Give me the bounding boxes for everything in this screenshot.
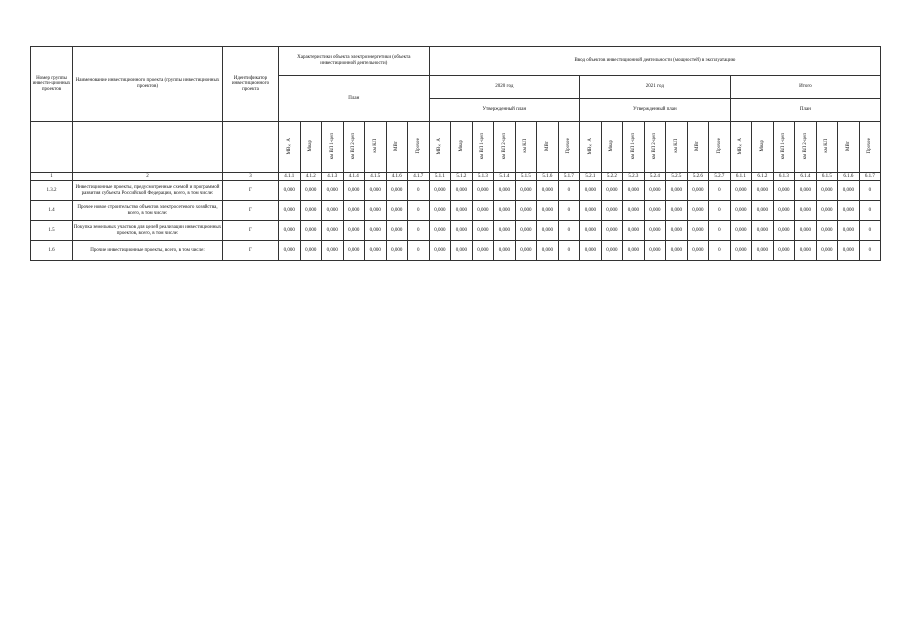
unit-label: МВт <box>544 140 550 151</box>
table-row <box>31 221 881 241</box>
value-cell: 0,000 <box>816 181 838 201</box>
column-number: 4.1.4 <box>343 173 365 181</box>
blank-cell <box>73 122 223 173</box>
unit-header <box>279 122 301 173</box>
unit-label: км КЛ <box>824 138 830 153</box>
column-number: 6.1.3 <box>773 173 795 181</box>
value-cell: 0,000 <box>666 201 688 221</box>
value-cell: 0,000 <box>752 221 774 241</box>
column-number: 6.1.1 <box>730 173 752 181</box>
unit-header <box>687 122 709 173</box>
value-cell: 0,000 <box>773 241 795 261</box>
value-cell: 0 <box>859 181 881 201</box>
column-number: 6.1.5 <box>816 173 838 181</box>
unit-label: км ВЛ 2-цеп <box>501 132 507 159</box>
column-number: 5.2.7 <box>709 173 731 181</box>
row-id: Г <box>223 201 279 221</box>
value-cell: 0,000 <box>300 221 322 241</box>
value-cell: 0 <box>859 241 881 261</box>
total-header: Итого <box>730 76 881 99</box>
unit-label: Прочее <box>867 137 873 154</box>
value-cell: 0 <box>709 181 731 201</box>
value-cell: 0,000 <box>795 241 817 261</box>
column-number: 5.2.2 <box>601 173 623 181</box>
value-cell: 0,000 <box>752 181 774 201</box>
unit-header <box>408 122 430 173</box>
unit-header <box>580 122 602 173</box>
value-cell: 0,000 <box>472 201 494 221</box>
unit-header <box>773 122 795 173</box>
row-id: Г <box>223 181 279 201</box>
value-cell: 0 <box>558 201 580 221</box>
unit-header <box>322 122 344 173</box>
column-number: 5.2.4 <box>644 173 666 181</box>
row-name: Покупка земельных участков для целей реализации инвестиционных проектов, всего, в том числе: <box>73 221 223 241</box>
value-cell: 0,000 <box>365 241 387 261</box>
unit-header <box>795 122 817 173</box>
value-cell: 0,000 <box>601 241 623 261</box>
value-cell: 0,000 <box>773 221 795 241</box>
unit-header <box>623 122 645 173</box>
column-number: 4.1.5 <box>365 173 387 181</box>
project-name-header: Наименование инвестиционного проекта (группы инвестиционных проектов) <box>73 47 223 122</box>
plan-total-header: План <box>730 99 881 122</box>
value-cell: 0 <box>558 241 580 261</box>
value-cell: 0,000 <box>773 201 795 221</box>
column-number: 4.1.1 <box>279 173 301 181</box>
value-cell: 0,000 <box>279 241 301 261</box>
value-cell: 0,000 <box>300 201 322 221</box>
value-cell: 0 <box>558 221 580 241</box>
unit-label: км ВЛ 1-цеп <box>630 132 636 159</box>
unit-header <box>472 122 494 173</box>
value-cell: 0,000 <box>601 181 623 201</box>
column-number: 5.1.3 <box>472 173 494 181</box>
unit-label: км ВЛ 1-цеп <box>480 132 486 159</box>
unit-header <box>601 122 623 173</box>
column-number: 5.1.2 <box>451 173 473 181</box>
unit-label: км КЛ <box>523 138 529 153</box>
value-cell: 0,000 <box>322 181 344 201</box>
project-id-header: Идентификатор инвестиционного проекта <box>223 47 279 122</box>
value-cell: 0,000 <box>386 201 408 221</box>
unit-label: МВт <box>394 140 400 151</box>
column-number: 5.1.7 <box>558 173 580 181</box>
unit-header <box>429 122 451 173</box>
value-cell: 0,000 <box>795 181 817 201</box>
unit-header <box>838 122 860 173</box>
value-cell: 0,000 <box>730 201 752 221</box>
row-name: Прочие инвестиционные проекты, всего, в том числе: <box>73 241 223 261</box>
value-cell: 0,000 <box>644 241 666 261</box>
value-cell: 0,000 <box>300 181 322 201</box>
unit-label: км КЛ <box>673 138 679 153</box>
value-cell: 0 <box>408 221 430 241</box>
row-name: Прочее новое строительство объектов электросетевого хозяйства, всего, в том числе: <box>73 201 223 221</box>
value-cell: 0,000 <box>666 241 688 261</box>
value-cell: 0,000 <box>838 221 860 241</box>
value-cell: 0,000 <box>752 201 774 221</box>
value-cell: 0,000 <box>515 201 537 221</box>
column-number: 2 <box>73 173 223 181</box>
unit-label: км КЛ <box>372 138 378 153</box>
value-cell: 0,000 <box>580 201 602 221</box>
value-cell: 0 <box>408 201 430 221</box>
value-cell: 0 <box>408 181 430 201</box>
approved-plan-2020-header: Утвержденный план <box>429 99 580 122</box>
value-cell: 0 <box>709 201 731 221</box>
unit-header <box>300 122 322 173</box>
unit-header <box>709 122 731 173</box>
column-number: 6.1.7 <box>859 173 881 181</box>
row-id: Г <box>223 221 279 241</box>
table-row <box>31 241 881 261</box>
value-cell: 0,000 <box>601 221 623 241</box>
value-cell: 0,000 <box>537 221 559 241</box>
value-cell: 0,000 <box>773 181 795 201</box>
row-number: 1.4 <box>31 201 73 221</box>
value-cell: 0,000 <box>472 181 494 201</box>
value-cell: 0,000 <box>515 181 537 201</box>
unit-label: Прочее <box>566 137 572 154</box>
column-number: 5.1.6 <box>537 173 559 181</box>
value-cell: 0,000 <box>623 181 645 201</box>
unit-label: МВ×А <box>286 137 292 154</box>
value-cell: 0,000 <box>623 241 645 261</box>
unit-header <box>558 122 580 173</box>
table-row <box>31 201 881 221</box>
plan-header: План <box>279 76 430 122</box>
unit-header <box>730 122 752 173</box>
row-id: Г <box>223 241 279 261</box>
value-cell: 0,000 <box>494 241 516 261</box>
group-number-header: Номер группы инвести-ционных проектов <box>31 47 73 122</box>
unit-header <box>859 122 881 173</box>
year-2020-header: 2020 год <box>429 76 580 99</box>
value-cell: 0,000 <box>322 221 344 241</box>
value-cell: 0,000 <box>494 221 516 241</box>
column-number: 6.1.6 <box>838 173 860 181</box>
column-number: 6.1.2 <box>752 173 774 181</box>
column-number: 5.1.5 <box>515 173 537 181</box>
blank-cell <box>223 122 279 173</box>
approved-plan-2021-header: Утвержденный план <box>580 99 731 122</box>
value-cell: 0,000 <box>279 201 301 221</box>
value-cell: 0,000 <box>515 221 537 241</box>
unit-label: МВ×А <box>738 137 744 154</box>
value-cell: 0 <box>709 241 731 261</box>
unit-header <box>343 122 365 173</box>
value-cell: 0,000 <box>365 181 387 201</box>
value-cell: 0,000 <box>343 241 365 261</box>
unit-label: км ВЛ 2-цеп <box>652 132 658 159</box>
value-cell: 0,000 <box>838 201 860 221</box>
value-cell: 0,000 <box>429 181 451 201</box>
value-cell: 0,000 <box>279 181 301 201</box>
value-cell: 0,000 <box>386 241 408 261</box>
value-cell: 0,000 <box>451 181 473 201</box>
value-cell: 0,000 <box>580 221 602 241</box>
unit-label: МВ×А <box>587 137 593 154</box>
row-number: 1.5 <box>31 221 73 241</box>
value-cell: 0,000 <box>451 201 473 221</box>
unit-label: МВт <box>695 140 701 151</box>
unit-label: Мвар <box>458 139 464 152</box>
value-cell: 0,000 <box>537 201 559 221</box>
value-cell: 0,000 <box>838 241 860 261</box>
column-number: 4.1.6 <box>386 173 408 181</box>
value-cell: 0,000 <box>429 221 451 241</box>
unit-header <box>451 122 473 173</box>
unit-label: км ВЛ 1-цеп <box>329 132 335 159</box>
value-cell: 0,000 <box>601 201 623 221</box>
table-row <box>31 181 881 201</box>
row-name: Инвестиционные проекты, предусмотренные схемой и программой развития субъекта Российской Федерации, всего, в том числе: <box>73 181 223 201</box>
column-number: 5.2.3 <box>623 173 645 181</box>
unit-header <box>365 122 387 173</box>
unit-label: км ВЛ 2-цеп <box>802 132 808 159</box>
unit-header <box>515 122 537 173</box>
unit-label: км ВЛ 2-цеп <box>351 132 357 159</box>
column-number: 5.2.6 <box>687 173 709 181</box>
column-number: 6.1.4 <box>795 173 817 181</box>
value-cell: 0,000 <box>365 201 387 221</box>
value-cell: 0,000 <box>730 221 752 241</box>
value-cell: 0,000 <box>644 201 666 221</box>
unit-header <box>494 122 516 173</box>
column-number: 1 <box>31 173 73 181</box>
value-cell: 0,000 <box>279 221 301 241</box>
value-cell: 0,000 <box>838 181 860 201</box>
value-cell: 0,000 <box>343 201 365 221</box>
unit-header <box>537 122 559 173</box>
value-cell: 0,000 <box>623 201 645 221</box>
unit-header <box>816 122 838 173</box>
value-cell: 0,000 <box>365 221 387 241</box>
value-cell: 0,000 <box>730 181 752 201</box>
value-cell: 0,000 <box>795 221 817 241</box>
value-cell: 0,000 <box>322 201 344 221</box>
blank-cell <box>31 122 73 173</box>
value-cell: 0,000 <box>666 181 688 201</box>
value-cell: 0,000 <box>816 221 838 241</box>
row-number: 1.6 <box>31 241 73 261</box>
unit-label: Мвар <box>308 139 314 152</box>
value-cell: 0,000 <box>580 241 602 261</box>
value-cell: 0,000 <box>386 221 408 241</box>
column-number: 5.1.4 <box>494 173 516 181</box>
unit-label: МВт <box>845 140 851 151</box>
column-number: 3 <box>223 173 279 181</box>
column-number: 4.1.2 <box>300 173 322 181</box>
value-cell: 0,000 <box>472 241 494 261</box>
unit-label: Мвар <box>609 139 615 152</box>
value-cell: 0,000 <box>451 221 473 241</box>
value-cell: 0,000 <box>322 241 344 261</box>
value-cell: 0,000 <box>429 201 451 221</box>
row-number: 1.3.2 <box>31 181 73 201</box>
value-cell: 0 <box>408 241 430 261</box>
unit-label: Мвар <box>759 139 765 152</box>
column-number: 5.2.5 <box>666 173 688 181</box>
value-cell: 0,000 <box>816 201 838 221</box>
value-cell: 0 <box>558 181 580 201</box>
value-cell: 0,000 <box>644 181 666 201</box>
value-cell: 0,000 <box>666 221 688 241</box>
value-cell: 0,000 <box>300 241 322 261</box>
value-cell: 0,000 <box>644 221 666 241</box>
investment-table <box>30 46 881 261</box>
value-cell: 0,000 <box>343 181 365 201</box>
value-cell: 0,000 <box>537 241 559 261</box>
value-cell: 0,000 <box>580 181 602 201</box>
value-cell: 0,000 <box>429 241 451 261</box>
value-cell: 0,000 <box>515 241 537 261</box>
column-number: 4.1.3 <box>322 173 344 181</box>
value-cell: 0 <box>709 221 731 241</box>
unit-label: МВ×А <box>437 137 443 154</box>
unit-header <box>644 122 666 173</box>
value-cell: 0,000 <box>816 241 838 261</box>
value-cell: 0,000 <box>451 241 473 261</box>
column-number: 5.2.1 <box>580 173 602 181</box>
value-cell: 0,000 <box>795 201 817 221</box>
unit-header <box>386 122 408 173</box>
value-cell: 0,000 <box>494 181 516 201</box>
value-cell: 0,000 <box>386 181 408 201</box>
unit-header <box>666 122 688 173</box>
value-cell: 0,000 <box>494 201 516 221</box>
value-cell: 0 <box>859 221 881 241</box>
commissioning-header: Ввод объектов инвестиционной деятельности (мощностей) в эксплуатацию <box>429 47 881 76</box>
column-number: 5.1.1 <box>429 173 451 181</box>
value-cell: 0,000 <box>687 201 709 221</box>
value-cell: 0,000 <box>687 241 709 261</box>
value-cell: 0,000 <box>343 221 365 241</box>
characteristics-header: Характеристики объекта электроэнергетики (объекта инвестиционной деятельности) <box>279 47 430 76</box>
value-cell: 0,000 <box>687 181 709 201</box>
unit-header <box>752 122 774 173</box>
value-cell: 0,000 <box>623 221 645 241</box>
year-2021-header: 2021 год <box>580 76 731 99</box>
value-cell: 0 <box>859 201 881 221</box>
value-cell: 0,000 <box>472 221 494 241</box>
value-cell: 0,000 <box>752 241 774 261</box>
column-number: 4.1.7 <box>408 173 430 181</box>
value-cell: 0,000 <box>730 241 752 261</box>
unit-label: Прочее <box>716 137 722 154</box>
value-cell: 0,000 <box>687 221 709 241</box>
unit-label: км ВЛ 1-цеп <box>781 132 787 159</box>
value-cell: 0,000 <box>537 181 559 201</box>
unit-label: Прочее <box>415 137 421 154</box>
